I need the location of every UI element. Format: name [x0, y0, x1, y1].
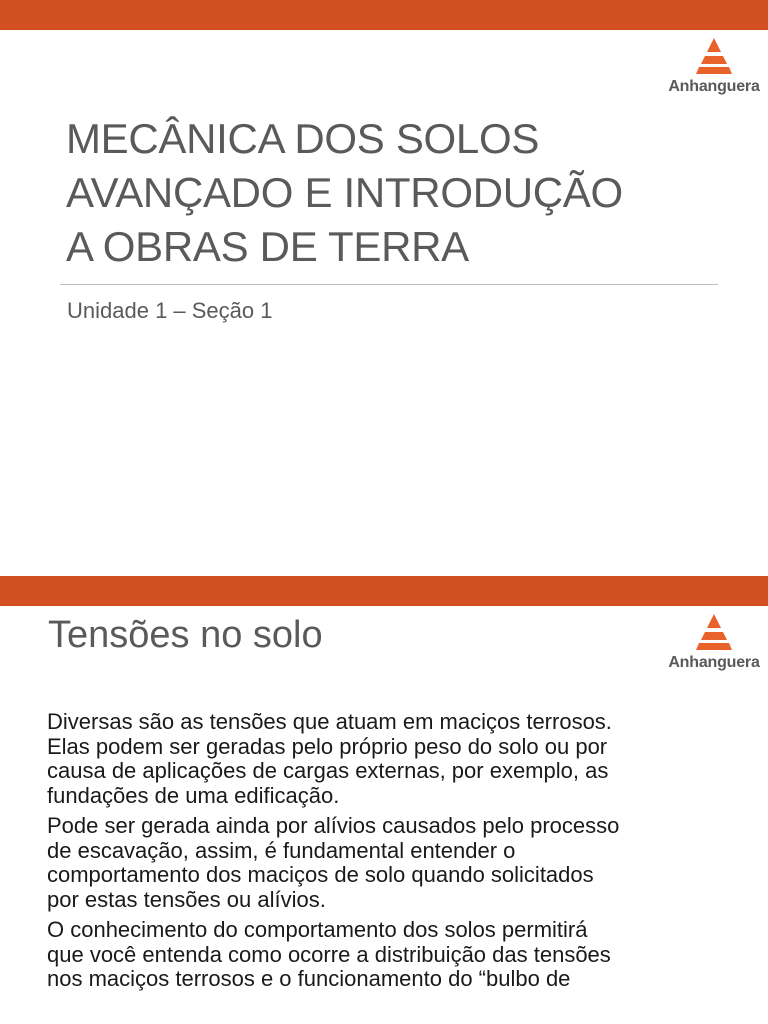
top-accent-bar — [0, 0, 768, 30]
logo-wordmark: Anhanguera — [668, 78, 760, 95]
content-slide — [0, 576, 768, 1024]
text-line: fundações de uma edificação. — [47, 782, 340, 808]
text-line: de escavação, assim, é fundamental entender o — [47, 837, 516, 863]
body-text — [47, 710, 747, 998]
text-line: O conhecimento do comportamento dos solos permitirá — [47, 917, 588, 942]
paragraph — [47, 814, 747, 912]
slide-subtitle: Unidade 1 – Seção 1 — [67, 298, 273, 323]
anhanguera-logo — [664, 36, 764, 108]
title-line: MECÂNICA DOS SOLOS — [66, 115, 540, 162]
title-line: AVANÇADO E INTRODUÇÃO — [66, 169, 623, 216]
paragraph — [47, 918, 747, 992]
text-line: que você entenda como ocorre a distribuição das tensões — [47, 941, 611, 967]
title-divider — [60, 284, 718, 285]
slide-heading: Tensões no solo — [48, 614, 323, 656]
text-line: nos maciços terrosos e o funcionamento do “bulbo de — [47, 966, 571, 991]
text-line: Pode ser gerada ainda por alívios causados pelo processo — [47, 813, 620, 838]
paragraph — [47, 710, 747, 808]
text-line: causa de aplicações de cargas externas, por exemplo, as — [47, 758, 609, 783]
anhanguera-triangle-icon — [694, 612, 734, 652]
text-line: comportamento dos maciços de solo quando solicitados — [47, 862, 594, 887]
title-line: A OBRAS DE TERRA — [66, 223, 469, 270]
text-line: Elas podem ser geradas pelo próprio peso do solo ou por — [47, 733, 608, 759]
text-line: por estas tensões ou alívios. — [47, 886, 326, 912]
anhanguera-logo — [664, 612, 764, 684]
text-line: Diversas são as tensões que atuam em maciços terrosos. — [47, 709, 612, 734]
anhanguera-triangle-icon — [694, 36, 734, 76]
logo-wordmark: Anhanguera — [668, 654, 760, 671]
presentation-title — [66, 112, 706, 274]
top-accent-bar — [0, 576, 768, 606]
